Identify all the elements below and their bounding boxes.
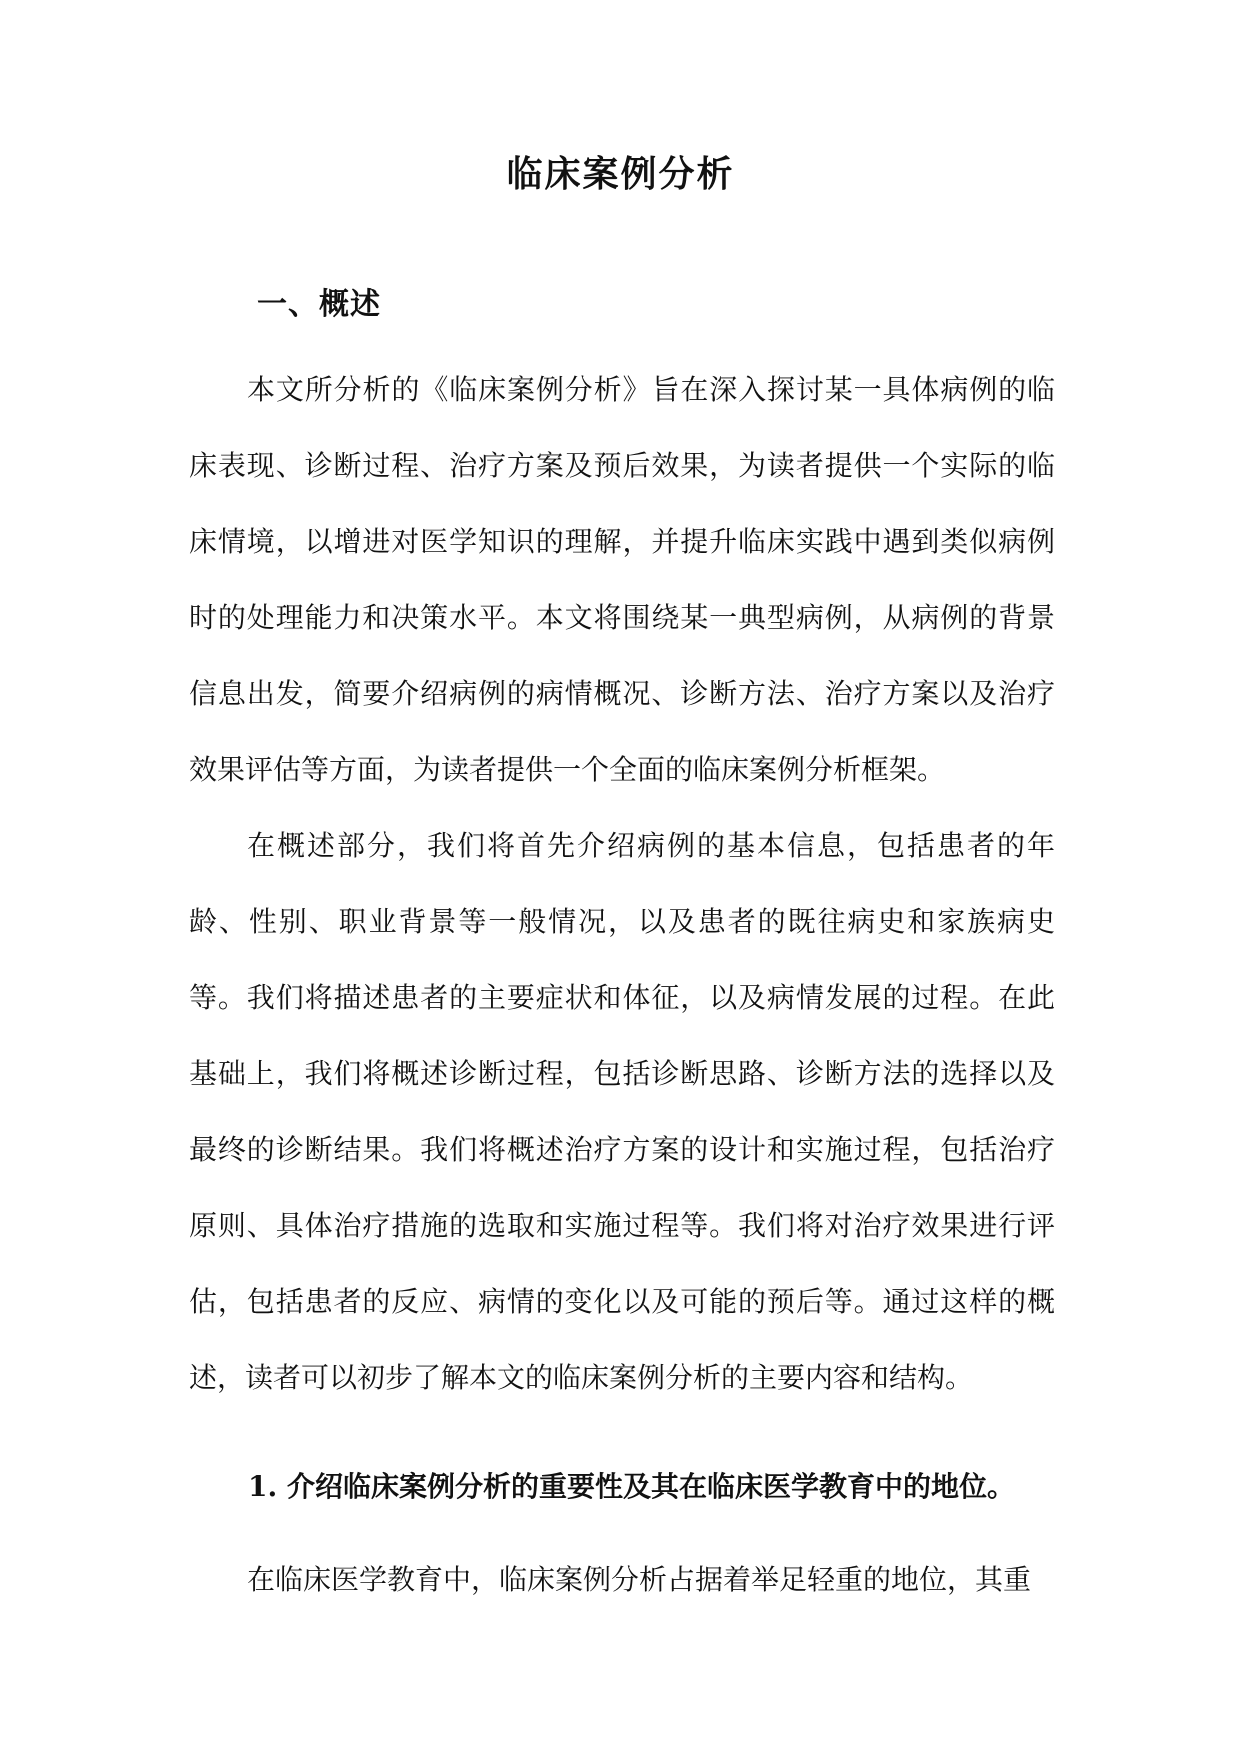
- document-title: 临床案例分析: [506, 153, 735, 195]
- section-heading-overview: 一、概述: [257, 287, 381, 322]
- subsection-heading-importance: 1. 介绍临床案例分析的重要性及其在临床医学教育中的地位。: [248, 1470, 1015, 1503]
- paragraph-importance-1: 在临床医学教育中，临床案例分析占据着举足轻重的地位，其重: [247, 1563, 1032, 1596]
- paragraph-overview-1: 本文所分析的《临床案例分析》旨在深入探讨某一具体病例的临床表现、诊断过程、治疗方案及预后效果，为读者提供一个实际的临床情境，以增进对医学知识的理解，并提升临床实践中遇到类似病例时的处理能力和决策水平。本文将围绕某一典型病例，从病例的背景信息出发，简要介绍病例的病情概况、诊断方法、治疗方案以及治疗效果评估等方面，为读者提供一个全面的临床案例分析框架。: [189, 373, 1055, 786]
- paragraph-overview-2: 在概述部分，我们将首先介绍病例的基本信息，包括患者的年龄、性别、职业背景等一般情况，以及患者的既往病史和家族病史等。我们将描述患者的主要症状和体征，以及病情发展的过程。在此基础上，我们将概述诊断过程，包括诊断思路、诊断方法的选择以及最终的诊断结果。我们将概述治疗方案的设计和实施过程，包括治疗原则、具体治疗措施的选取和实施过程等。我们将对治疗效果进行评估，包括患者的反应、病情的变化以及可能的预后等。通过这样的概述，读者可以初步了解本文的临床案例分析的主要内容和结构。: [189, 829, 1055, 1394]
